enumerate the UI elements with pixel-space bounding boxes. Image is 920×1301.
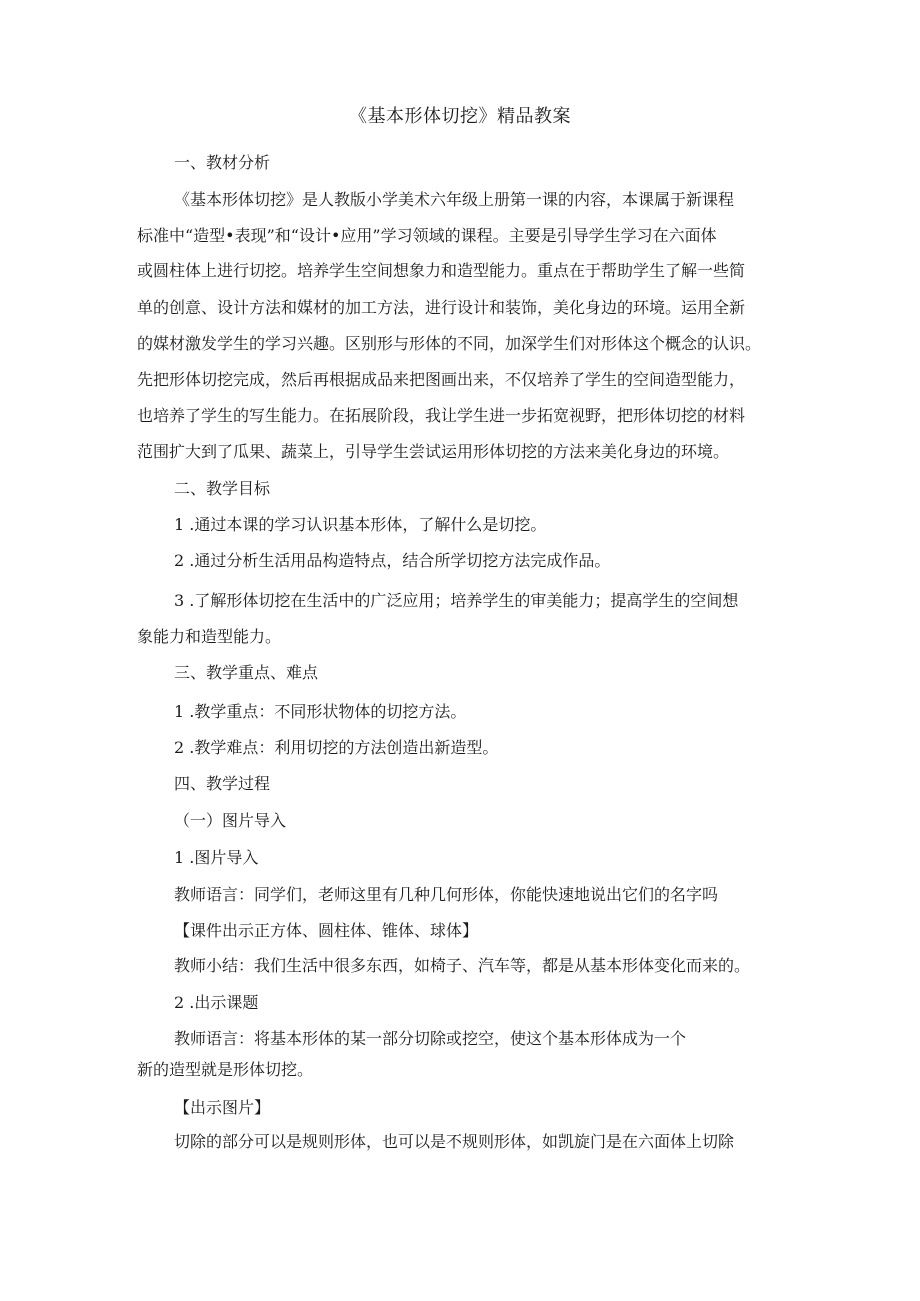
goal-item-3-cont: 象能力和造型能力。 (137, 627, 282, 646)
goal-item-2: 2 .通过分析生活用品构造特点，结合所学切挖方法完成作品。 (174, 551, 611, 570)
paragraph-line: 先把形体切挖完成，然后再根据成品来把图画出来，不仅培养了学生的空间造型能力， (137, 370, 746, 389)
key-point-1: 1 .教学重点：不同形状物体的切挖方法。 (174, 702, 467, 721)
step-1: 1 .图片导入 (174, 848, 259, 867)
section-heading-materials: 一、教材分析 (174, 153, 271, 172)
paragraph-line: 单的创意、设计方法和媒材的加工方法，进行设计和装饰，美化身边的环境。运用全新 (137, 298, 746, 317)
teacher-speech-2-cont: 新的造型就是形体切挖。 (137, 1060, 314, 1079)
goal-item-1: 1 .通过本课的学习认识基本形体，了解什么是切挖。 (174, 515, 547, 534)
paragraph-line: 切除的部分可以是规则形体，也可以是不规则形体，如凯旋门是在六面体上切除 (174, 1132, 735, 1151)
paragraph-line: 标准中“造型•表现”和“设计•应用”学习领域的课程。主要是引导学生学习在六面体 (137, 226, 717, 245)
subsection-heading: （一）图片导入 (174, 811, 287, 830)
paragraph-line: 也培养了学生的写生能力。在拓展阶段，我让学生进一步拓宽视野，把形体切挖的材料 (137, 406, 746, 425)
teacher-summary: 教师小结：我们生活中很多东西，如椅子、汽车等，都是从基本形体变化而来的。 (174, 956, 751, 975)
section-heading-key-points: 三、教学重点、难点 (174, 663, 319, 682)
paragraph-line: 范围扩大到了瓜果、蔬菜上，引导学生尝试运用形体切挖的方法来美化身边的环境。 (137, 442, 730, 461)
teacher-speech-1: 教师语言：同学们，老师这里有几种几何形体，你能快速地说出它们的名字吗 (174, 885, 719, 904)
section-heading-process: 四、教学过程 (174, 774, 271, 793)
teacher-speech-2: 教师语言：将基本形体的某一部分切除或挖空，使这个基本形体成为一个 (174, 1029, 687, 1048)
paragraph-line: 《基本形体切挖》是人教版小学美术六年级上册第一课的内容，本课属于新课程 (174, 190, 735, 209)
paragraph-line: 或圆柱体上进行切挖。培养学生空间想象力和造型能力。重点在于帮助学生了解一些简 (137, 261, 746, 280)
step-2: 2 .出示课题 (174, 993, 259, 1012)
page-title: 《基本形体切挖》精品教案 (349, 106, 571, 127)
goal-item-3: 3 .了解形体切挖在生活中的广泛应用；培养学生的审美能力；提高学生的空间想 (174, 591, 739, 610)
paragraph-line: 的媒材激发学生的学习兴趣。区别形与形体的不同，加深学生们对形体这个概念的认识。 (137, 334, 762, 353)
section-heading-goals: 二、教学目标 (174, 479, 271, 498)
courseware-note-2: 【出示图片】 (174, 1098, 271, 1117)
courseware-note-1: 【课件出示正方体、圆柱体、锥体、球体】 (174, 921, 479, 940)
key-point-2: 2 .教学难点：利用切挖的方法创造出新造型。 (174, 738, 499, 757)
